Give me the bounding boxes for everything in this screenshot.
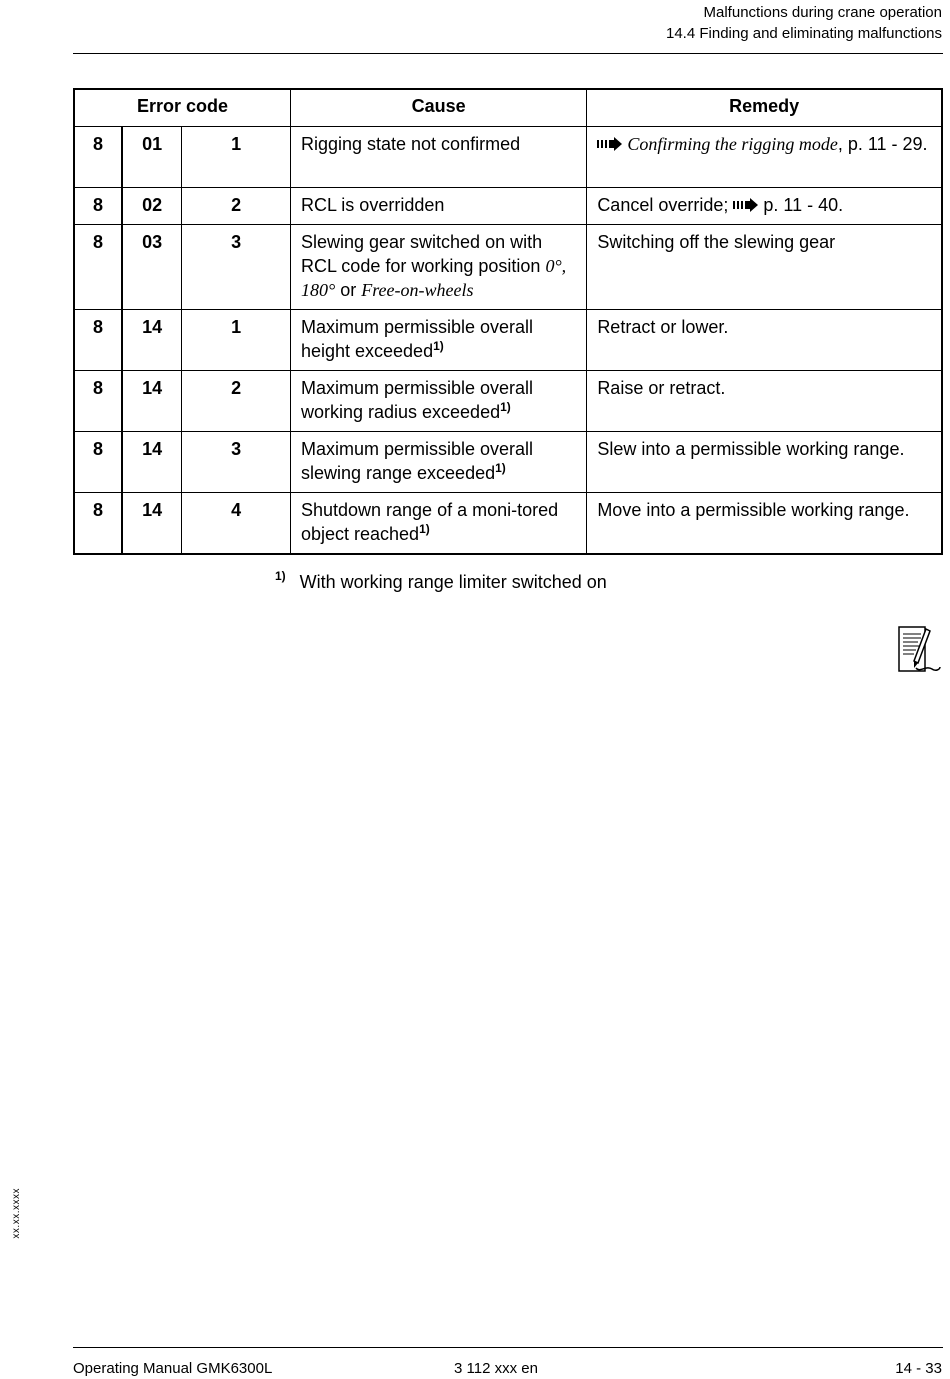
footer-manual: Operating Manual GMK6300L: [73, 1360, 273, 1377]
header-remedy: Remedy: [587, 89, 942, 127]
error-sub: 2: [182, 188, 291, 225]
error-code-table: [73, 88, 943, 555]
table-header-row: [74, 89, 942, 127]
remedy-cell: [587, 188, 942, 225]
error-number: 14: [122, 432, 182, 493]
remedy-link-text[interactable]: Confirming the rigging mode: [627, 134, 838, 154]
error-group: 8: [74, 310, 122, 371]
remedy-text: Slew into a permissible working range.: [597, 439, 905, 459]
cause-text: Shutdown range of a moni-tored object reached: [300, 500, 559, 544]
error-group: 8: [74, 371, 122, 432]
side-code: xx.xx.xxxx: [11, 1188, 22, 1239]
table-row: [74, 493, 942, 555]
error-group: 8: [74, 225, 122, 310]
error-group: 8: [74, 432, 122, 493]
remedy-text: Move into a permissible working range.: [597, 500, 910, 520]
header-error-code: Error code: [74, 89, 290, 127]
footnote-mark: 1): [275, 569, 286, 583]
footer-page-number: 14 - 33: [895, 1360, 942, 1377]
error-sub: 2: [182, 371, 291, 432]
reference-arrow-icon: [733, 198, 759, 212]
remedy-cell: [587, 432, 942, 493]
footnote-ref: 1): [419, 522, 430, 536]
table-row: [74, 310, 942, 371]
note-pencil-icon: [896, 625, 942, 675]
cause-cell: [290, 225, 586, 310]
footer-doc-number: 3 112 xxx en: [454, 1360, 538, 1377]
remedy-cell: [587, 493, 942, 555]
footer-rule: [73, 1347, 943, 1348]
table-row: [74, 371, 942, 432]
remedy-cell: [587, 127, 942, 188]
footnote-ref: 1): [495, 461, 506, 475]
error-group: 8: [74, 188, 122, 225]
error-sub: 3: [182, 225, 291, 310]
error-number: 14: [122, 493, 182, 555]
remedy-text: Cancel override;: [597, 195, 729, 215]
cause-text: Rigging state not confirmed: [300, 134, 521, 154]
reference-arrow-icon: [597, 137, 623, 151]
page-header: [666, 2, 942, 44]
remedy-cell: [587, 310, 942, 371]
footnote-ref: 1): [500, 400, 511, 414]
remedy-page-ref: , p. 11 - 29.: [837, 134, 928, 154]
error-number: 03: [122, 225, 182, 310]
error-number: 02: [122, 188, 182, 225]
cause-text: Slewing gear switched on with RCL code for working position: [300, 232, 543, 276]
cause-cell: [290, 188, 586, 225]
error-sub: 3: [182, 432, 291, 493]
cause-conjunction: or: [340, 280, 357, 300]
remedy-cell: [587, 225, 942, 310]
header-chapter: Malfunctions during crane operation: [703, 4, 942, 21]
cause-cell: [290, 371, 586, 432]
remedy-text: Retract or lower.: [597, 317, 729, 337]
cause-cell: [290, 432, 586, 493]
remedy-text: Raise or retract.: [597, 378, 726, 398]
error-sub: 1: [182, 127, 291, 188]
cause-position-values: 0°, 180°: [300, 256, 567, 300]
remedy-text: Switching off the slewing gear: [597, 232, 836, 252]
error-number: 01: [122, 127, 182, 188]
error-group: 8: [74, 493, 122, 555]
cause-cell: [290, 493, 586, 555]
error-number: 14: [122, 310, 182, 371]
cause-text: Maximum permissible overall working radius exceeded: [300, 378, 534, 422]
error-sub: 1: [182, 310, 291, 371]
table-row: [74, 432, 942, 493]
cause-cell: [290, 310, 586, 371]
header-section: 14.4 Finding and eliminating malfunctions: [666, 25, 942, 42]
table-row: [74, 225, 942, 310]
remedy-page-ref[interactable]: p. 11 - 40.: [763, 195, 844, 215]
error-group: 8: [74, 127, 122, 188]
cause-text: Maximum permissible overall slewing range exceeded: [300, 439, 534, 483]
cause-text: RCL is overridden: [300, 195, 445, 215]
cause-text: Maximum permissible overall height exceeded: [300, 317, 534, 361]
remedy-cell: [587, 371, 942, 432]
footnote-ref: 1): [433, 339, 444, 353]
table-row: [74, 127, 942, 188]
error-sub: 4: [182, 493, 291, 555]
cause-position-free: Free-on-wheels: [361, 280, 474, 300]
cause-cell: [290, 127, 586, 188]
header-cause: Cause: [290, 89, 586, 127]
footnote: [275, 569, 607, 593]
table-row: [74, 188, 942, 225]
header-rule: [73, 53, 943, 54]
footnote-text: With working range limiter switched on: [299, 572, 607, 592]
error-number: 14: [122, 371, 182, 432]
